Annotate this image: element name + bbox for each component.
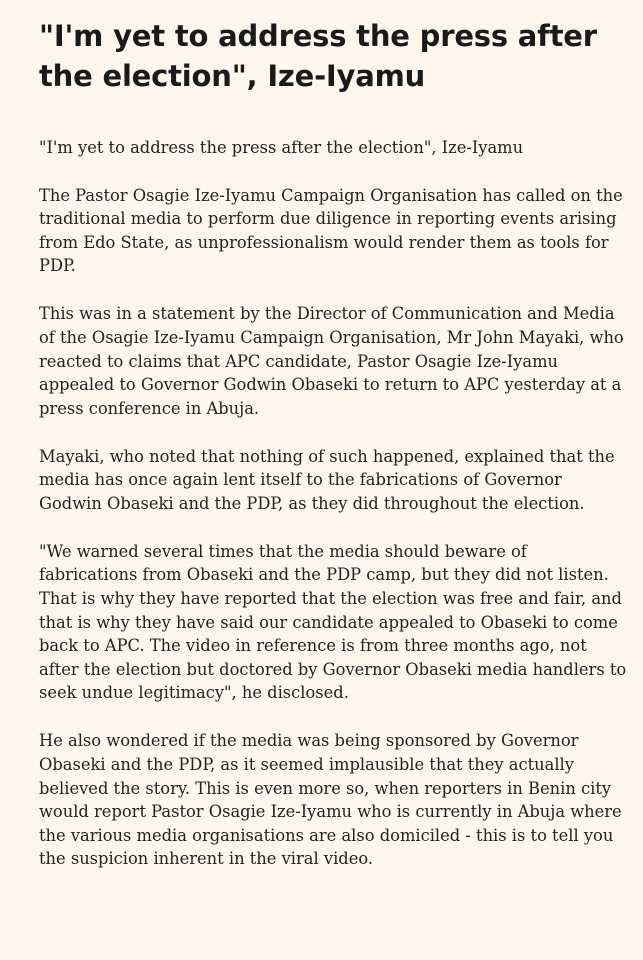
article-body — [39, 136, 629, 871]
headline-line-2: the election", Ize-Iyamu — [39, 59, 426, 93]
article-paragraph: This was in a statement by the Director of Communication and Media of the Osagie Ize-Iyamu Campaign Organisation, Mr John Mayaki, who reacted to claims that APC candidate, Pastor Osagie Ize-Iyamu appealed to Governor Godwin Obaseki to return to APC yesterday at a press conference in Abuja. — [39, 304, 624, 418]
article-paragraph: The Pastor Osagie Ize-Iyamu Campaign Organisation has called on the traditional media to perform due diligence in reporting events arising from Edo State, as unprofessionalism would render them as tools for PDP. — [39, 185, 623, 276]
article-paragraph: "We warned several times that the media should beware of fabrications from Obaseki and the PDP camp, but they did not listen. That is why they have reported that the election was free and fair, and that is why they have said our candidate appealed to Obaseki to come back to APC. The video in reference is from three months ago, not after the election but doctored by Governor Obaseki media handlers to seek undue legitimacy", he disclosed. — [39, 541, 627, 703]
article-paragraph: Mayaki, who noted that nothing of such happened, explained that the media has once again lent itself to the fabrications of Governor Godwin Obaseki and the PDP, as they did throughout the election. — [39, 446, 615, 513]
article-paragraph-subtitle: "I'm yet to address the press after the election", Ize-Iyamu — [39, 138, 524, 157]
headline-line-1: "I'm yet to address the press after — [39, 19, 597, 53]
article-headline — [39, 16, 609, 96]
article-paragraph: He also wondered if the media was being sponsored by Governor Obaseki and the PDP, as it seemed implausible that they actually believed the story. This is even more so, when reporters in Benin city would report Pastor Osagie Ize-Iyamu who is currently in Abuja where the various media organisations are also domiciled - this is to tell you the suspicion inherent in the viral video. — [39, 731, 622, 869]
